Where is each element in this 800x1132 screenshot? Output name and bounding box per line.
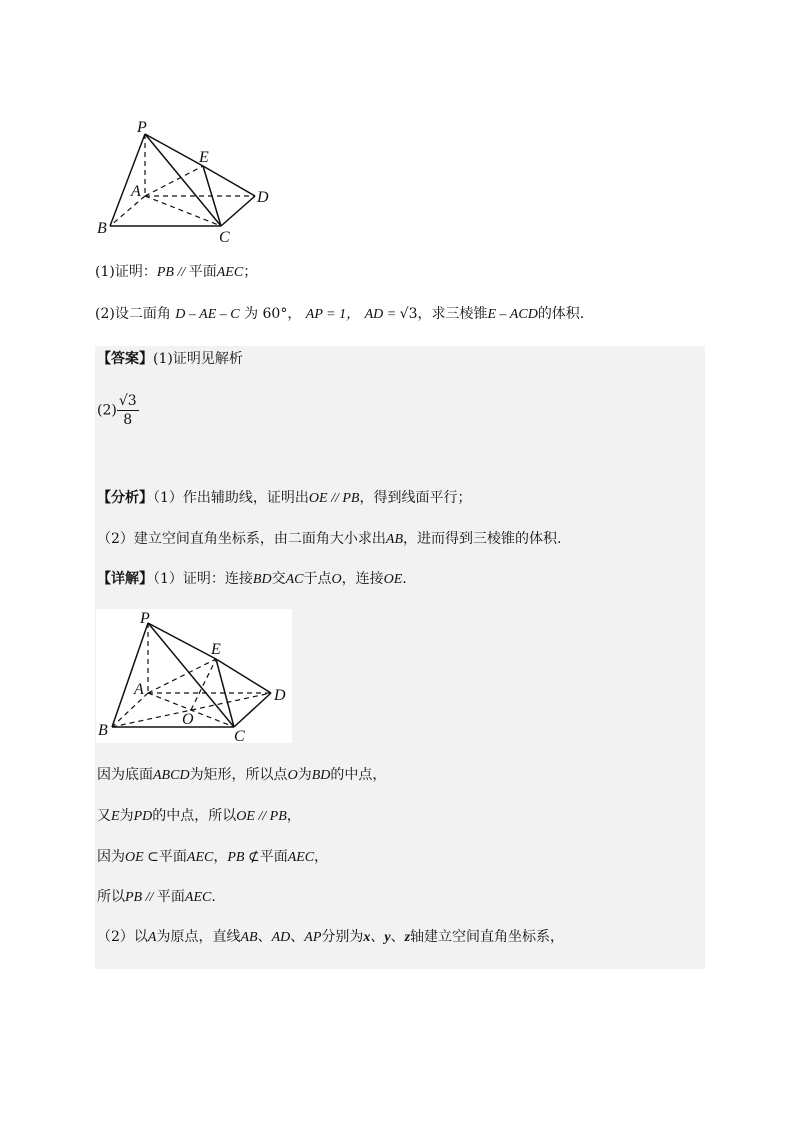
edge-oe (191, 659, 216, 710)
detail-line-1: 【详解】（1）证明：连接BD交AC于点O，连接OE. (97, 571, 407, 587)
edge-pb (112, 623, 148, 727)
analysis-label: 【分析】 (97, 490, 153, 506)
edge-cd (234, 693, 271, 727)
label-e: E (199, 149, 209, 166)
label-c: C (234, 728, 245, 743)
label-a: A (131, 183, 141, 200)
edge-pe (145, 134, 203, 166)
edge-pe (148, 623, 216, 659)
body-line-5: （2）以A为原点，直线AB、AD、AP分别为x、y、z轴建立空间直角坐标系， (97, 929, 565, 945)
pyramid-figure-2 (96, 609, 292, 743)
label-o: O (182, 711, 194, 728)
answer-label: 【答案】 (97, 351, 153, 367)
answer-line-2: (2) $\frac{√3}{8}$ (97, 393, 137, 428)
analysis-line-1: 【分析】（1）作出辅助线，证明出OE // PB，得到线面平行； (97, 490, 472, 506)
label-d: D (257, 189, 269, 206)
edge-pc (145, 134, 221, 226)
question-1: (1)证明：PB // 平面AEC； (95, 264, 258, 280)
edge-pb (110, 134, 145, 226)
answer-line-1: 【答案】(1)证明见解析 (97, 351, 243, 367)
edge-cd (221, 196, 255, 226)
label-b: B (98, 722, 108, 739)
label-d: D (274, 687, 286, 704)
label-p: P (140, 610, 150, 627)
question-2: (2)设二面角 D – AE – C 为 60°， AP = 1， AD = √3，求三棱锥E – ACD的体积. (95, 306, 585, 322)
label-a: A (134, 681, 144, 698)
label-b: B (97, 220, 107, 237)
body-line-2: 又E为PD的中点，所以OE // PB， (97, 808, 301, 824)
body-line-3: 因为OE ⊂平面AEC，PB ⊄平面AEC， (97, 849, 329, 865)
analysis-line-2: （2）建立空间直角坐标系，由二面角大小求出AB，进而得到三棱锥的体积. (97, 531, 562, 547)
edge-ac (145, 196, 221, 226)
label-c: C (219, 229, 230, 243)
edge-ae (145, 166, 203, 196)
body-line-4: 所以PB // 平面AEC. (97, 889, 216, 905)
answer-fraction: $\frac{√3}{8}$ (118, 393, 137, 428)
detail-label: 【详解】 (97, 571, 153, 587)
label-p: P (137, 119, 147, 136)
pyramid-figure-1 (95, 118, 275, 243)
label-e: E (211, 641, 221, 658)
body-line-1: 因为底面ABCD为矩形，所以点O为BD的中点， (97, 767, 387, 783)
